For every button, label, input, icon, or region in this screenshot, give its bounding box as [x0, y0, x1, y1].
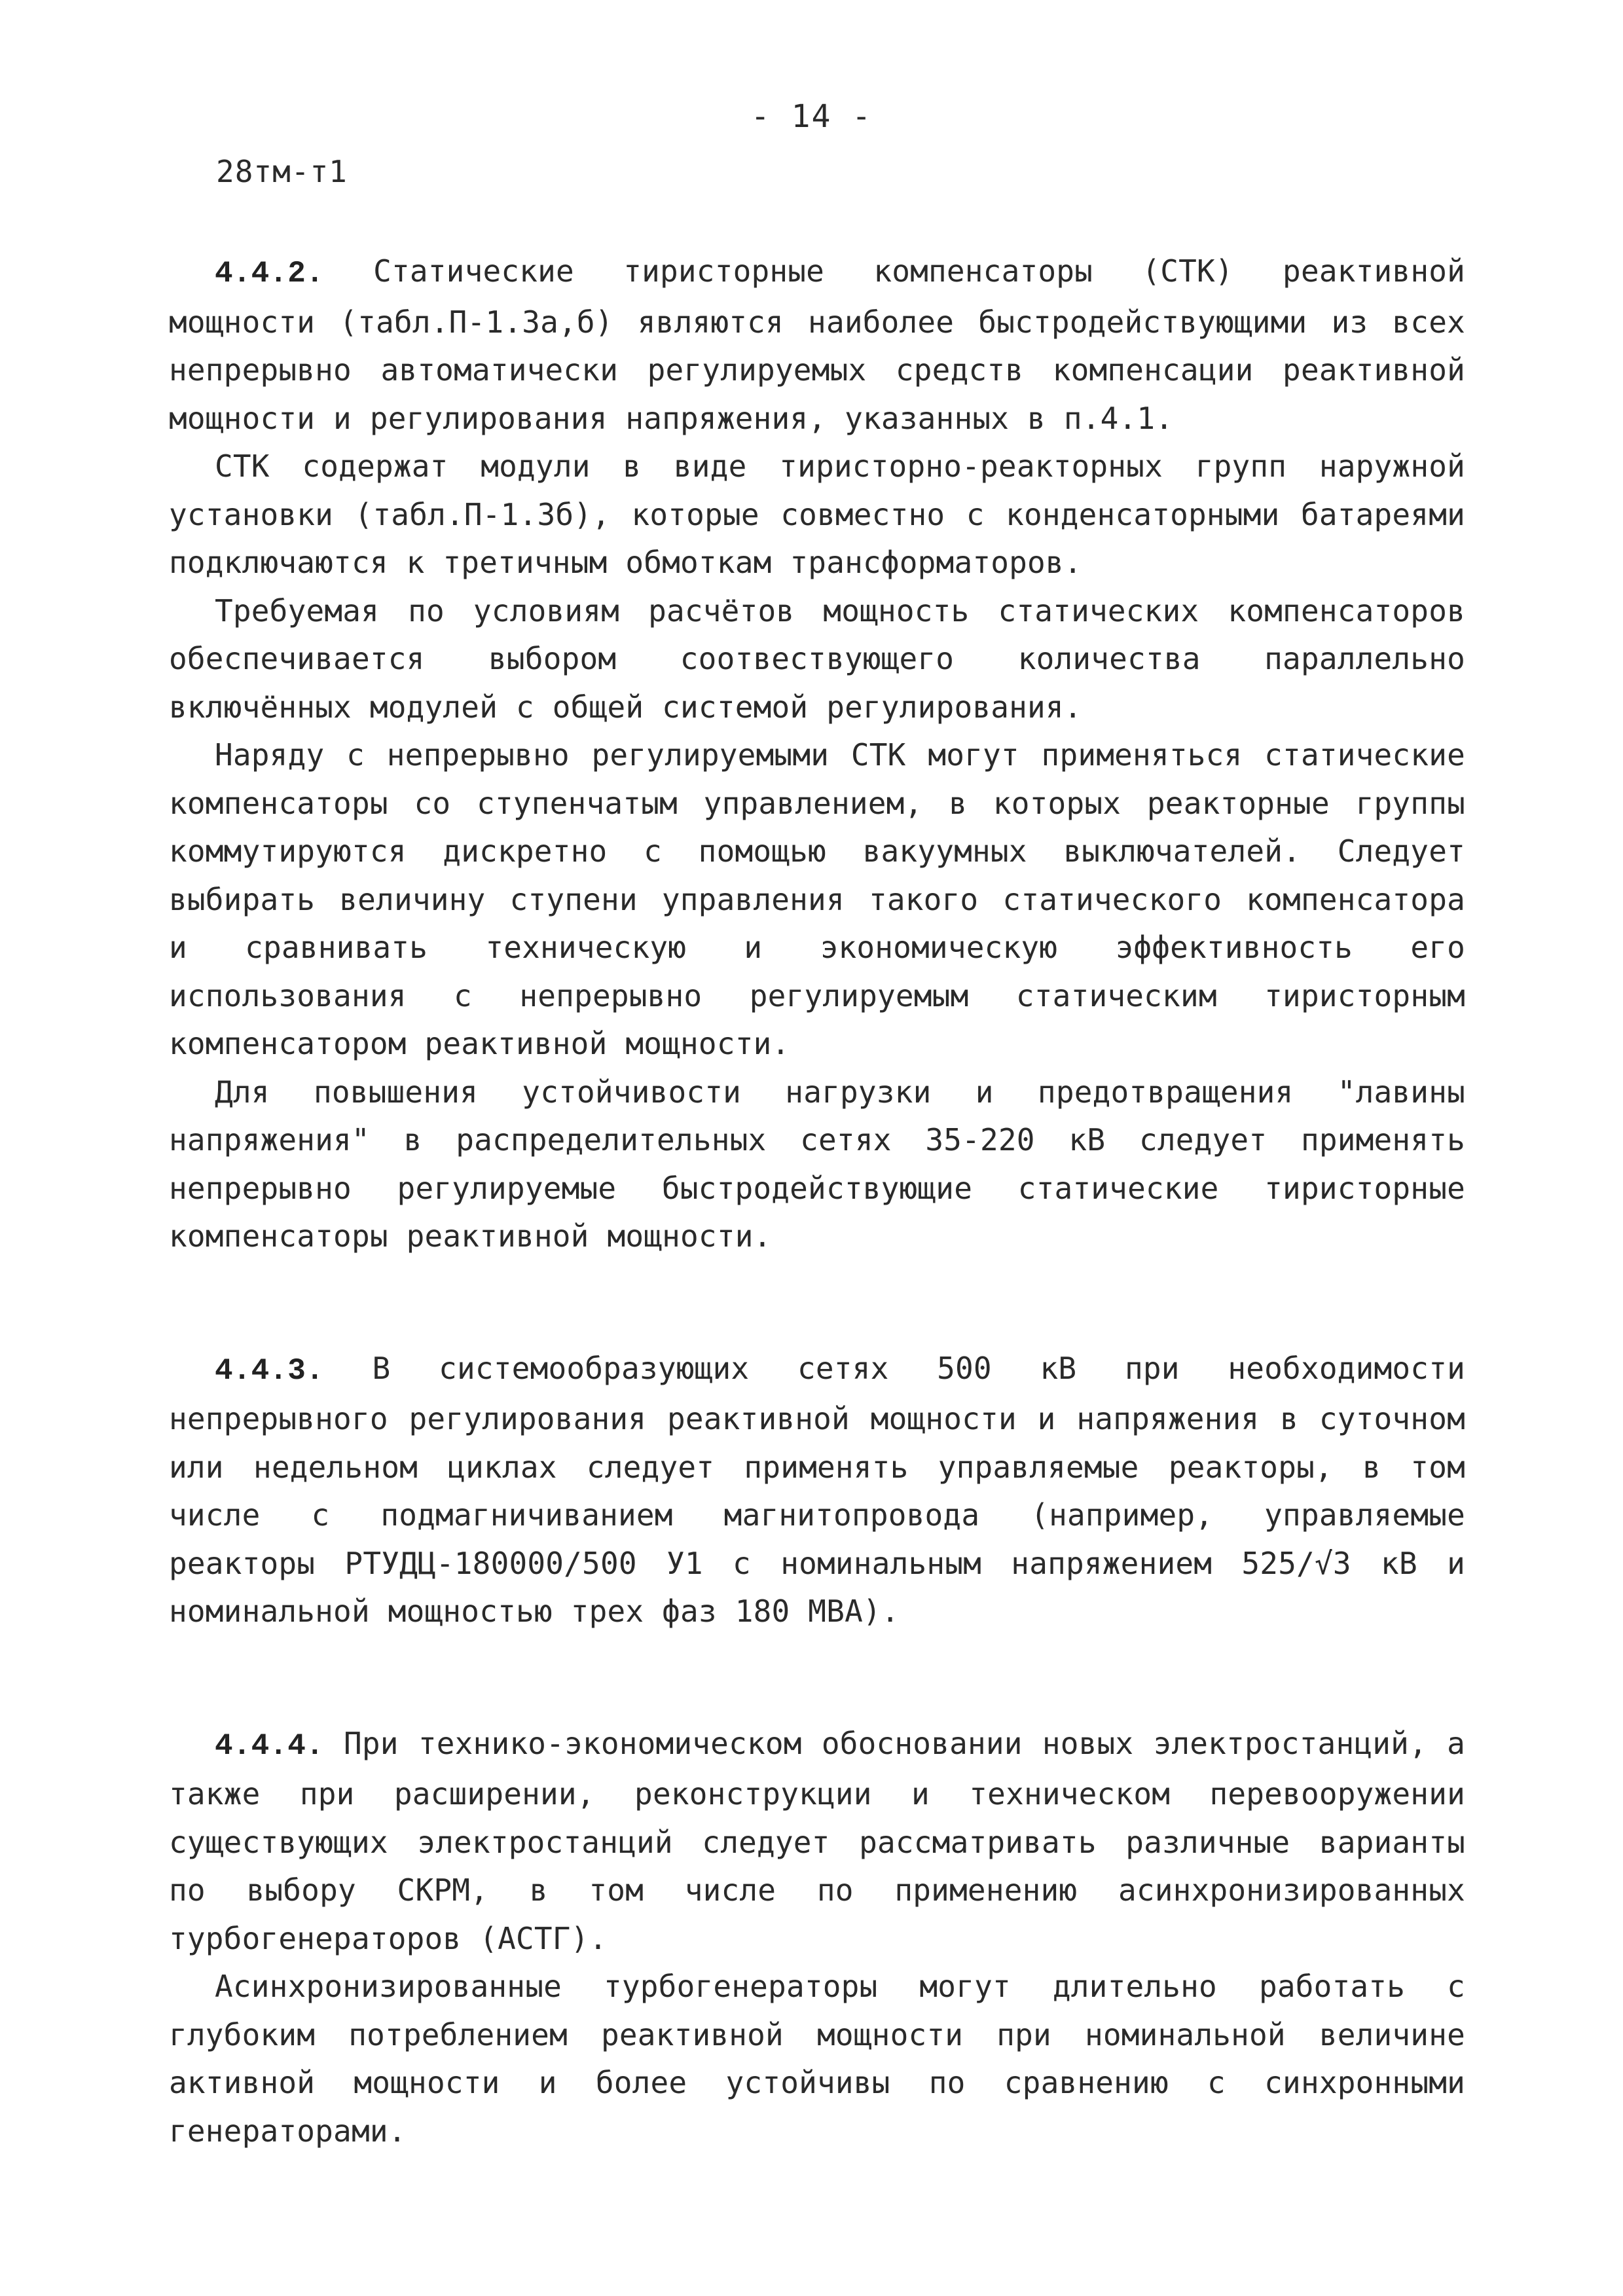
section-number-4-4-4: 4.4.4. — [215, 1728, 324, 1763]
document-body — [169, 247, 1465, 2155]
paragraph-text: При технико-экономическом обосновании новых электростанций, а также при расширении, реконструкции и техническом перевооружении существующих электростанций следует рассматривать различные варианты по выбору СКРМ, в том числе по применению асинхронизированных турбогенераторов (АСТГ). — [169, 1725, 1465, 1956]
paragraph-text: Статические тиристорные компенсаторы (СТК) реактивной мощности (табл.П-1.3а,б) являются наиболее быстродействующими из всех непрерывно автоматически регулируемых средств компенсации реактивной мощности и регулирования напряжения, указанных в п.4.1. — [169, 253, 1465, 436]
paragraph-stk-modules: СТК содержат модули в виде тиристорно-реакторных групп наружной установки (табл.П-1.3б), которые совместно с конденсаторными батареями подключаются к третичным обмоткам трансформаторов. — [169, 448, 1465, 580]
paragraph-4-4-4 — [169, 1720, 1465, 1963]
section-number-4-4-3: 4.4.3. — [215, 1353, 324, 1388]
paragraph-asynchronized-generators: Асинхронизированные турбогенераторы могут длительно работать с глубоким потреблением реактивной мощности при номинальной величине активной мощности и более устойчивы по сравнению с синхронными генераторами. — [169, 1969, 1465, 2149]
paragraph-text: В системообразующих сетях 500 кВ при необходимости непрерывного регулирования реактивной мощности и напряжения в суточном или недельном циклах следует применять управляемые реакторы, в том числе с подмагничиванием магнитопровода (например, управляемые реакторы РТУДЦ-180000/500 У1 с номинальным напряжением 525/√3 кВ и номинальной мощностью трех фаз 180 МВА). — [169, 1350, 1465, 1629]
page-number: - 14 - — [750, 98, 873, 135]
paragraph-required-power: Требуемая по условиям расчётов мощность статических компенсаторов обеспечивается выбором соотвествующего количества параллельно включённых модулей с общей системой регулирования. — [169, 592, 1465, 725]
document-code: 28тм-т1 — [216, 154, 348, 189]
paragraph-4-4-3 — [169, 1345, 1465, 1636]
section-number-4-4-2: 4.4.2. — [215, 257, 324, 291]
paragraph-stepped-control: Наряду с непрерывно регулируемыми СТК могут применяться статические компенсаторы со ступенчатым управлением, в которых реакторные группы коммутируются дискретно с помощью вакуумных выключателей. Следует выбирать величину ступени управления такого статического компенсатора и сравнивать техническую и экономическую эффективность его использования с непрерывно регулируемым статическим тиристорным компенсатором реактивной мощности. — [169, 737, 1465, 1061]
paragraph-load-stability: Для повышения устойчивости нагрузки и предотвращения "лавины напряжения" в распределительных сетях 35-220 кВ следует применять непрерывно регулируемые быстродействующие статические тиристорные компенсаторы реактивной мощности. — [169, 1074, 1465, 1254]
paragraph-4-4-2-intro — [169, 247, 1465, 443]
